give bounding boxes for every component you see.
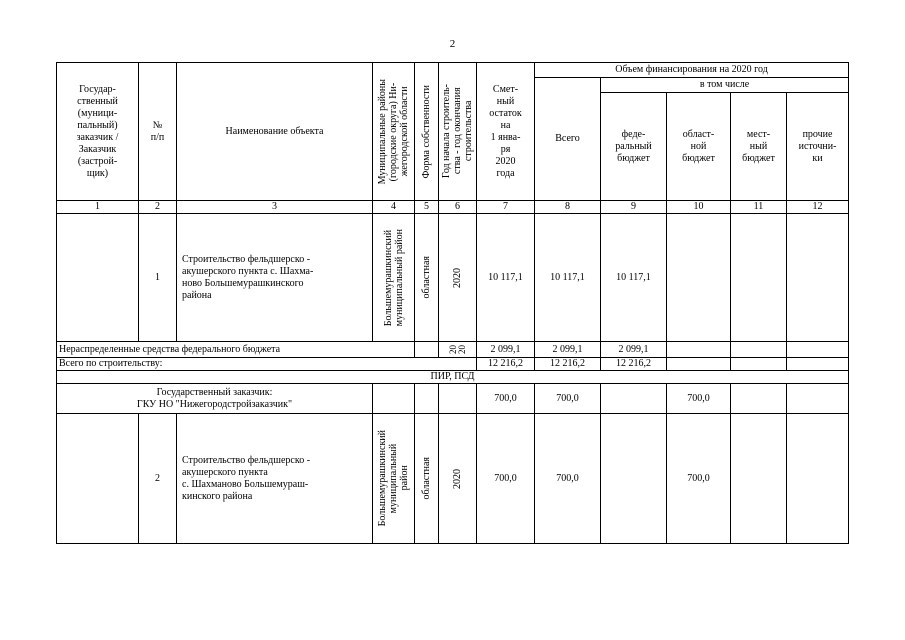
total-value: 700,0 — [535, 414, 601, 544]
table-row — [57, 358, 849, 371]
estimate-value: 2 099,1 — [477, 342, 535, 358]
estimate-value: 700,0 — [477, 414, 535, 544]
col-number: 4 — [373, 201, 415, 214]
table-row — [57, 414, 849, 544]
column-numbers-row — [57, 201, 849, 214]
section-title: ПИР, ПСД — [57, 371, 849, 384]
header-total: Всего — [535, 78, 601, 201]
header-funding-group: Объем финансирования на 2020 год — [535, 63, 849, 78]
table-row — [57, 384, 849, 414]
header-customer: Государ- ственный (муници- пальный) заказчик / Заказчик (застрой- щик) — [57, 63, 139, 201]
regional-value: 700,0 — [667, 384, 731, 414]
construction-years: 2020 — [439, 214, 477, 342]
col-number: 6 — [439, 201, 477, 214]
header-number: № п/п — [139, 63, 177, 201]
row-number: 1 — [139, 214, 177, 342]
federal-value: 10 117,1 — [601, 214, 667, 342]
estimate-value: 10 117,1 — [477, 214, 535, 342]
district: Большемурашкинский муниципальный район — [373, 214, 415, 342]
header-districts: Муниципальные районы (городские округа) Ни- жегородской области — [373, 63, 415, 201]
estimate-value: 700,0 — [477, 384, 535, 414]
total-value: 700,0 — [535, 384, 601, 414]
undistributed-year: 20 20 — [439, 342, 477, 358]
federal-value: 12 216,2 — [601, 358, 667, 371]
customer-label: Государственный заказчик: ГКУ НО "Нижегородстройзаказчик" — [57, 384, 373, 414]
header-ownership: Форма собственности — [415, 63, 439, 201]
total-construction-label: Всего по строительству: — [57, 358, 477, 371]
col-number: 8 — [535, 201, 601, 214]
object-name: Строительство фельдшерско - акушерского пункта с. Шахма- ново Большемурашкинского района — [177, 214, 373, 342]
estimate-value: 12 216,2 — [477, 358, 535, 371]
header-years: Год начала строитель- ства - год окончания строительства — [439, 63, 477, 201]
col-number: 2 — [139, 201, 177, 214]
header-subgroup: в том числе — [601, 78, 849, 93]
federal-value: 2 099,1 — [601, 342, 667, 358]
col-number: 7 — [477, 201, 535, 214]
header-regional: област- ной бюджет — [667, 93, 731, 201]
total-value: 10 117,1 — [535, 214, 601, 342]
table-row — [57, 342, 849, 358]
object-name: Строительство фельдшерско - акушерского пункта с. Шахманово Большемураш- кинского района — [177, 414, 373, 544]
col-number: 12 — [787, 201, 849, 214]
row-number: 2 — [139, 414, 177, 544]
col-number: 11 — [731, 201, 787, 214]
col-number: 10 — [667, 201, 731, 214]
header-object-name: Наименование объекта — [177, 63, 373, 201]
ownership: областная — [415, 214, 439, 342]
regional-value: 700,0 — [667, 414, 731, 544]
construction-funding-table — [56, 62, 849, 544]
page-number: 2 — [449, 38, 456, 50]
header-other: прочие источни- ки — [787, 93, 849, 201]
header-local: мест- ный бюджет — [731, 93, 787, 201]
total-value: 2 099,1 — [535, 342, 601, 358]
header-federal: феде- ральный бюджет — [601, 93, 667, 201]
construction-years: 2020 — [439, 414, 477, 544]
col-number: 3 — [177, 201, 373, 214]
undistributed-label: Нераспределенные средства федерального бюджета — [57, 342, 415, 358]
col-number: 9 — [601, 201, 667, 214]
customer-cell-empty — [57, 414, 139, 544]
col-number: 5 — [415, 201, 439, 214]
ownership: областная — [415, 414, 439, 544]
header-estimate: Смет- ный остаток на 1 янва- ря 2020 года — [477, 63, 535, 201]
customer-cell-empty — [57, 214, 139, 342]
col-number: 1 — [57, 201, 139, 214]
total-value: 12 216,2 — [535, 358, 601, 371]
section-row — [57, 371, 849, 384]
table-row — [57, 214, 849, 342]
district: Большемурашкинский муниципальный район — [373, 414, 415, 544]
